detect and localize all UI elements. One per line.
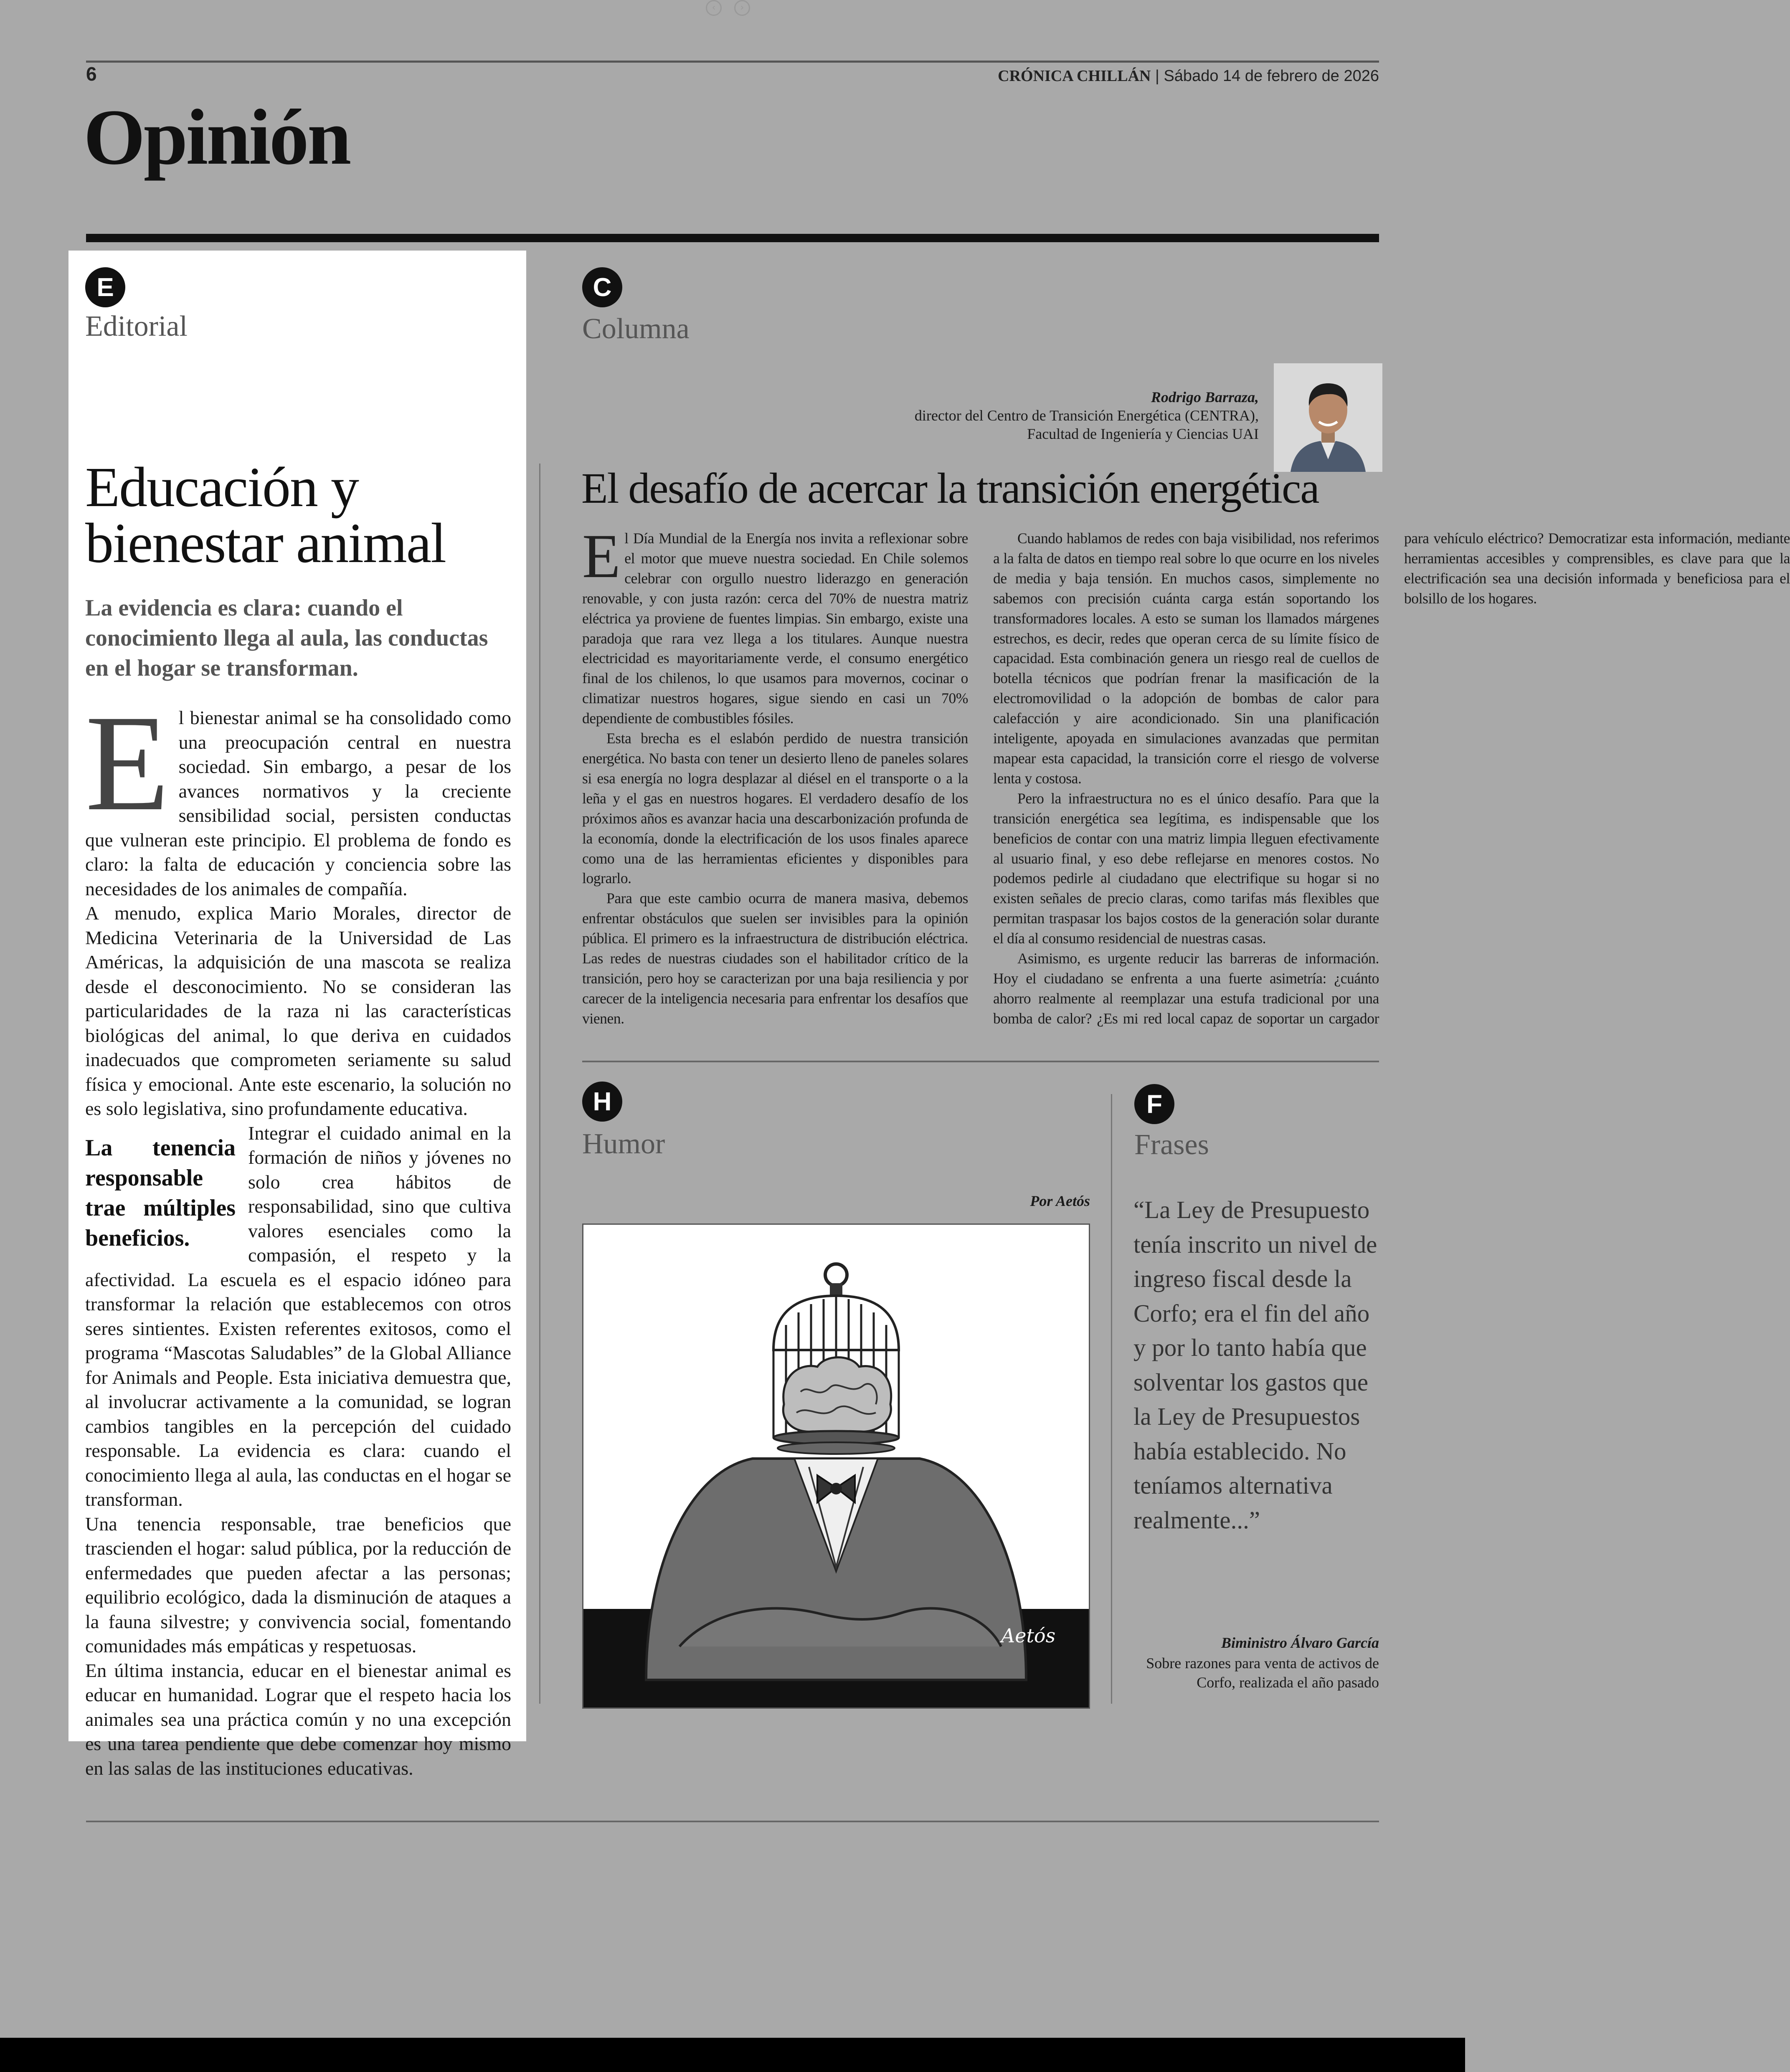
quote-context: Sobre razones para venta de activos de Corfo, realizada el año pasado	[1146, 1655, 1379, 1691]
humor-cartoon	[582, 1223, 1090, 1709]
editorial-lead: La evidencia es clara: cuando el conocimiento llega al aula, las conductas en el hogar se transforman.	[85, 595, 488, 681]
editorial-paragraph: A menudo, explica Mario Morales, director de Medicina Veterinaria de la Universidad de Las Américas, la adquisición de una mascota se realiza desde el desconocimiento. No se consideran las particularidades de la raza ni las características biológicas del animal, lo que deriva en cuidados inadecuados que comprometen seriamente su salud física y emocional. Ante este escenario, la solución no es solo legislativa, sino profundamente educativa.	[85, 902, 511, 1119]
footer-rule	[86, 1821, 1379, 1822]
column-paragraph: Cuando hablamos de redes con baja visibilidad, nos referimos a la falta de datos en tiempo real sobre lo que ocurre en los niveles de media y baja tensión. En muchos casos, simplemente no sabemos con precisión cuánta carga están soportando los transformadores locales. A esto se suman los llamados márgenes estrechos, es decir, redes que operan cerca de su límite físico de capacidad. Esta combinación genera un riesgo real de cuellos de botella técnicos que podrían frenar la masificación de la electromovilidad o la adopción de bombas de calor para calefacción y aire acondicionado. Sin una planificación inteligente, apoyada en simulaciones avanzadas que permitan mapear esta capacidad, la transición corre el riesgo de volverse lenta y costosa.	[993, 530, 1379, 787]
quotes-kicker: Frases	[1134, 1129, 1209, 1161]
viewer-bottom-bar	[0, 2038, 1465, 2072]
column-kicker: Columna	[582, 313, 690, 345]
masthead	[998, 67, 1379, 85]
page-number: 6	[86, 63, 97, 85]
quote-author: Biministro Álvaro García	[1221, 1634, 1379, 1651]
column-paragraph: l Día Mundial de la Energía nos invita a reflexionar sobre el motor que mueve nuestra sociedad. En Chile solemos celebrar con orgullo nuestro liderazgo en generación renovable, y con justa razón: cerca del 70% de nuestra matriz eléctrica ya proviene de fuentes limpias. Sin embargo, existe una paradoja que rara vez llega a los titulares. Aunque nuestra electricidad es mayoritariamente verde, el consumo energético final de los chilenos, lo que usamos para movernos, cocinar o climatizar nuestros hogares, sigue siendo en casi un 70% dependiente de combustibles fósiles.	[582, 530, 968, 727]
next-page-icon[interactable]: ›	[734, 0, 750, 16]
editorial-paragraph: Una tenencia responsable, trae beneficios que trascienden el hogar: salud pública, por la reducción de enfermedades que pueden afectar a las personas; equilibrio ecológico, dada la disminución de ataques a la fauna silvestre; y convivencia social, fomentando comunidades más empáticas y respetuosas.	[85, 1513, 511, 1657]
column-dropcap: E	[582, 522, 621, 591]
humor-divider	[1111, 1094, 1112, 1704]
column-divider	[539, 464, 540, 1704]
header-rule	[86, 61, 1379, 63]
column-body	[582, 522, 1790, 1049]
previous-page-icon[interactable]: ‹	[706, 0, 722, 16]
issue-date: Sábado 14 de febrero de 2026	[1164, 67, 1379, 85]
cartoon-signature: Aetós	[1001, 1624, 1056, 1647]
editorial-body	[85, 687, 511, 1781]
column-headline: El desafío de acercar la transición energética	[581, 464, 1319, 512]
column-bottom-rule	[582, 1061, 1379, 1062]
author-portrait-icon	[1274, 363, 1382, 472]
caged-brain-cartoon-icon	[583, 1225, 1089, 1707]
editorial-dropcap: E	[85, 687, 170, 839]
section-rule	[86, 234, 1379, 242]
column-badge: C	[582, 267, 622, 307]
column-author-role: director del Centro de Transición Energética (CENTRA), Facultad de Ingeniería y Ciencias UAI	[914, 407, 1259, 442]
page-navigation-dots	[706, 0, 750, 16]
editorial-paragraph: l bienestar animal se ha consolidado como una preocupación central en nuestra sociedad. Sin embargo, a pesar de los avances normativos y la creciente sensibilidad social, persisten conductas que vulneran este principio. El problema de fondo es claro: la falta de educación y conciencia sobre las necesidades de los animales de compañía.	[85, 707, 511, 899]
column-paragraph: Esta brecha es el eslabón perdido de nuestra transición energética. No basta con tener un desierto lleno de paneles solares si esa energía no logra desplazar al diésel en el transporte o a la leña y el gas en nuestros hogares. El verdadero desafío de los próximos años es avanzar hacia una descarbonización profunda de la economía, donde la electrificación de los usos finales aparece como una de las herramientas eficientes y disponibles para lograrlo.	[582, 730, 968, 887]
humor-badge: H	[582, 1082, 622, 1122]
author-photo	[1274, 363, 1382, 472]
masthead-separator: |	[1155, 67, 1159, 85]
publication-name: CRÓNICA CHILLÁN	[998, 67, 1151, 85]
humor-credit: Por Aetós	[1030, 1193, 1090, 1209]
column-paragraph: Asimismo, es urgente reducir las barreras de información. Hoy el ciudadano se enfrenta a una fuerte asimetría: ¿cuánto ahorro realmente al reemplazar una estufa tradicional por una bomba de calor? ¿Es mi red local capaz de soportar un cargador para vehículo eléctrico? Democratizar esta información, mediante herramientas accesibles y comprensibles, es clave para que la electrificación sea una decisión informada y beneficiosa para el bolsillo de los hogares.	[993, 530, 1790, 1027]
quotes-badge: F	[1134, 1084, 1174, 1124]
editorial-kicker: Editorial	[85, 310, 188, 342]
column-paragraph: Pero la infraestructura no es el único desafío. Para que la transición energética sea legítima, es indispensable que los beneficios de contar con una matriz limpia lleguen efectivamente al usuario final, y eso debe reflejarse en menores costos. No podemos pedirle al ciudadano que electrifique su hogar si no existen señales de precio claras, como tarifas más flexibles que permitan traspasar los bajos costos de la generación solar durante el día al consumo residencial de nuestras casas.	[993, 790, 1379, 947]
editorial-paragraph: Integrar el cuidado animal en la formación de niños y jóvenes no solo crea hábitos de responsabilidad, sino que cultiva valores esenciales como la compasión, el respeto y la afectividad. La escuela es el espacio idóneo para transformar la relación que establecemos con otros seres sintientes. Existen referentes exitosos, como el programa “Mascotas Saludables” de la Global Alliance for Animals and People. Esta iniciativa demuestra que, al involucrar activamente a la comunidad, se logran cambios tangibles en la percepción del cuidado responsable. La evidencia es clara: cuando el conocimiento llega al aula, las conductas en el hogar se transforman.	[85, 1122, 511, 1510]
section-title: Opinión	[84, 94, 350, 181]
editorial-paragraph: En última instancia, educar en el bienestar animal es educar en humanidad. Lograr que el respeto hacia los animales sea una práctica común y no una excepción es una tarea pendiente que debe comenzar hoy mismo en las salas de las instituciones educativas.	[85, 1659, 511, 1779]
editorial-badge: E	[85, 267, 125, 307]
humor-kicker: Humor	[582, 1128, 665, 1160]
editorial-headline: Educación y bienestar animal	[85, 456, 446, 575]
column-author-name: Rodrigo Barraza,	[1151, 389, 1259, 405]
column-paragraph: Para que este cambio ocurra de manera masiva, debemos enfrentar obstáculos que suelen ser invisibles para la opinión pública. El primero es la infraestructura de distribución eléctrica. Las redes de nuestras ciudades son el habilitador crítico de la transición, pero hoy se caracterizan por una baja resiliencia y por carecer de la inteligencia necesaria para enfrentar los desafíos que vienen.	[582, 890, 968, 1027]
editorial-panel	[68, 251, 526, 1779]
editorial-pullquote: La tenencia responsable trae múltiples beneficios.	[85, 1135, 236, 1251]
quote-text: “La Ley de Presupuesto tenía inscrito un nivel de ingreso fiscal desde la Corfo; era el fin del año y por lo tanto había que solventar los gastos que la Ley de Presupuestos había establecido. No teníamos alternativa realmente...”	[1133, 1196, 1377, 1534]
